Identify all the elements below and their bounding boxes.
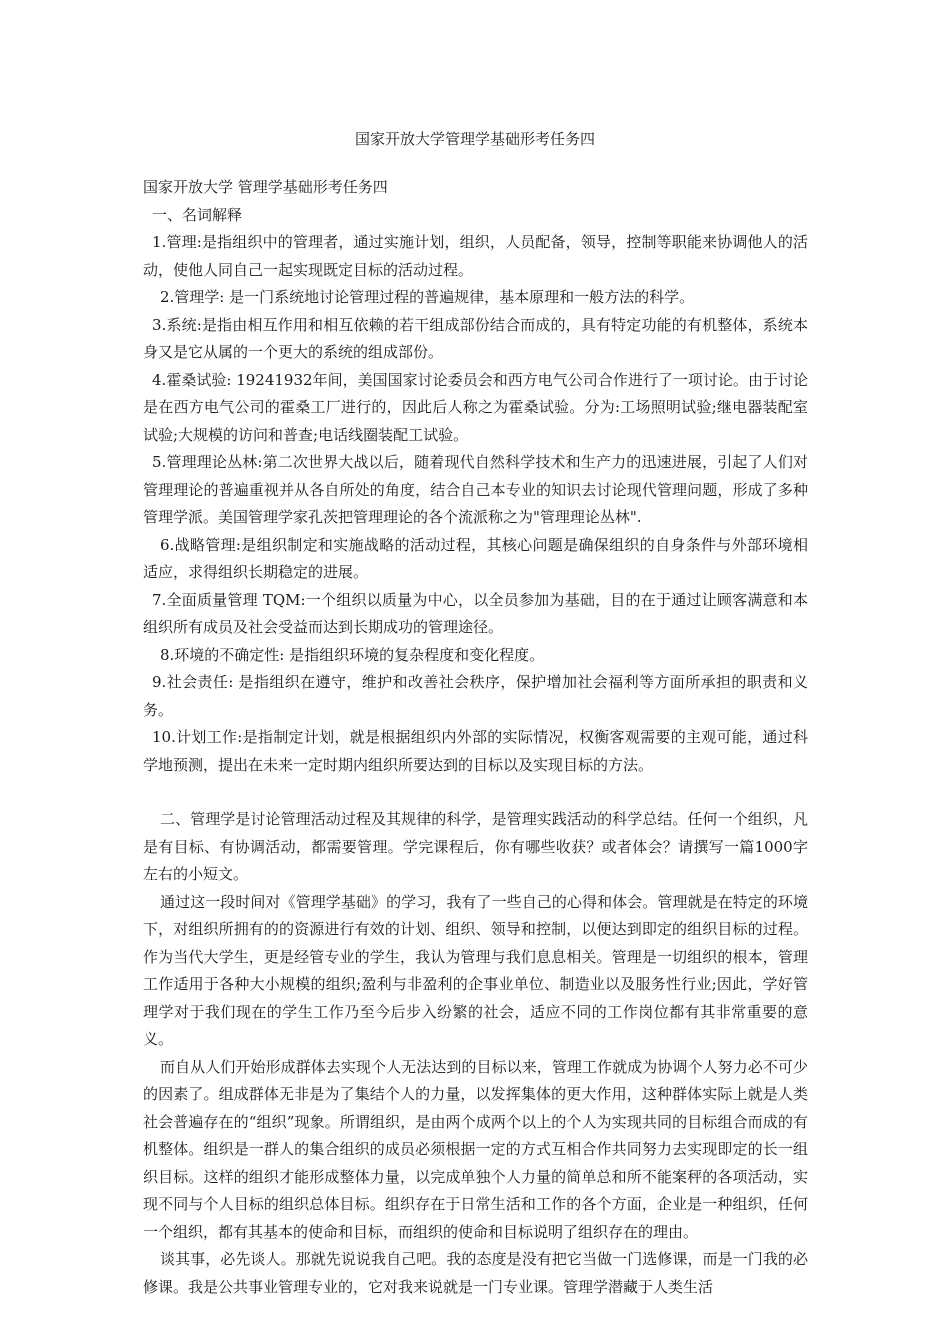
definition-item: 8.环境的不确定性: 是指组织环境的复杂程度和变化程度。 — [160, 645, 545, 664]
definition-item: 4.霍桑试验: 19241932年间，美国国家讨论委员会和西方电气公司合作进行了一项讨论。由于讨论是在西方电气公司的霍桑工厂进行的，因此后人称之为霍桑试验。分为:工场照明试验;继电器装配室试验;大规模的访问和普查;电话线圈装配工试验。 — [143, 370, 808, 444]
section-heading-terms: 一、名词解释 — [152, 205, 243, 224]
definition-item: 5.管理理论丛林:第二次世界大战以后，随着现代自然科学技术和生产力的迅速进展，引起了人们对管理理论的普遍重视并从各自所处的角度，结合自己本专业的知识去讨论现代管理问题，形成了多种管理学派。美国管理学家孔茨把管理理论的各个流派称之为"管理理论丛林". — [143, 453, 808, 526]
definition-item: 3.系统:是指由相互作用和相互依赖的若干组成部份结合而成的，具有特定功能的有机整体，系统本身又是它从属的一个更大的系统的组成部份。 — [143, 315, 808, 361]
definition-item: 10.计划工作:是指制定计划，就是根据组织内外部的实际情况，权衡客观需要的主观可能，通过科学地预测，提出在未来一定时期内组织所要达到的目标以及实现目标的方法。 — [143, 728, 808, 774]
essay-paragraph: 通过这一段时间对《管理学基础》的学习，我有了一些自己的心得和体会。管理就是在特定的环境下，对组织所拥有的的资源进行有效的计划、组织、领导和控制，以便达到即定的组织目标的过程。作为当代大学生，更是经管专业的学生，我认为管理与我们息息相关。管理是一切组织的根本，管理工作适用于各种大小规模的组织;盈利与非盈利的企事业单位、制造业以及服务性行业;因此，学好管理学对于我们现在的学生工作乃至今后步入纷繁的社会，适应不同的工作岗位都有其非常重要的意义。 — [143, 892, 808, 1048]
document-subtitle: 国家开放大学 管理学基础形考任务四 — [143, 178, 388, 196]
definition-item: 9.社会责任: 是指组织在遵守，维护和改善社会秩序，保护增加社会福利等方面所承担的职责和义务。 — [143, 673, 808, 719]
essay-paragraph: 而自从人们开始形成群体去实现个人无法达到的目标以来，管理工作就成为协调个人努力必不可少的因素了。组成群体无非是为了集结个人的力量，以发挥集体的更大作用，这种群体实际上就是人类社会普遍存在的“组织”现象。所谓组织，是由两个成两个以上的个人为实现共同的目标组合而成的有机整体。组织是一群人的集合组织的成员必须根据一定的方式互相合作共同努力去实现即定的长一组织目标。这样的组织才能形成整体力量，以完成单独个人力量的简单总和所不能案秤的各项活动，实现不同与个人目标的组织总体目标。组织存在于日常生活和工作的各个方面，企业是一种组织，任何一个组织，都有其基本的使命和目标，而组织的使命和目标说明了组织存在的理由。 — [143, 1057, 808, 1241]
document-body — [143, 174, 808, 1301]
essay-prompt: 二、管理学是讨论管理活动过程及其规律的科学，是管理实践活动的科学总结。任何一个组织，凡是有目标、有协调活动，都需要管理。学完课程后，你有哪些收获？或者体会？请撰写一篇1000字左右的小短文。 — [143, 810, 808, 883]
blank-line — [143, 779, 808, 806]
essay-paragraph: 谈其事，必先谈人。那就先说说我自己吧。我的态度是没有把它当做一门选修课，而是一门我的必修课。我是公共事业管理专业的，它对我来说就是一门专业课。管理学潜藏于人类生活 — [143, 1250, 808, 1296]
document-title: 国家开放大学管理学基础形考任务四 — [354, 130, 595, 148]
definition-item: 1.管理:是指组织中的管理者，通过实施计划，组织，人员配备，领导，控制等职能来协调他人的活动，使他人同自己一起实现既定目标的活动过程。 — [143, 233, 808, 279]
definition-item: 6.战略管理:是组织制定和实施战略的活动过程，其核心问题是确保组织的自身条件与外部环境相适应，求得组织长期稳定的进展。 — [143, 535, 808, 581]
definition-item: 7.全面质量管理 TQM:一个组织以质量为中心，以全员参加为基础，目的在于通过让顾客满意和本组织所有成员及社会受益而达到长期成功的管理途径。 — [143, 590, 808, 636]
definition-item: 2.管理学: 是一门系统地讨论管理过程的普遍规律，基本原理和一般方法的科学。 — [160, 288, 695, 306]
